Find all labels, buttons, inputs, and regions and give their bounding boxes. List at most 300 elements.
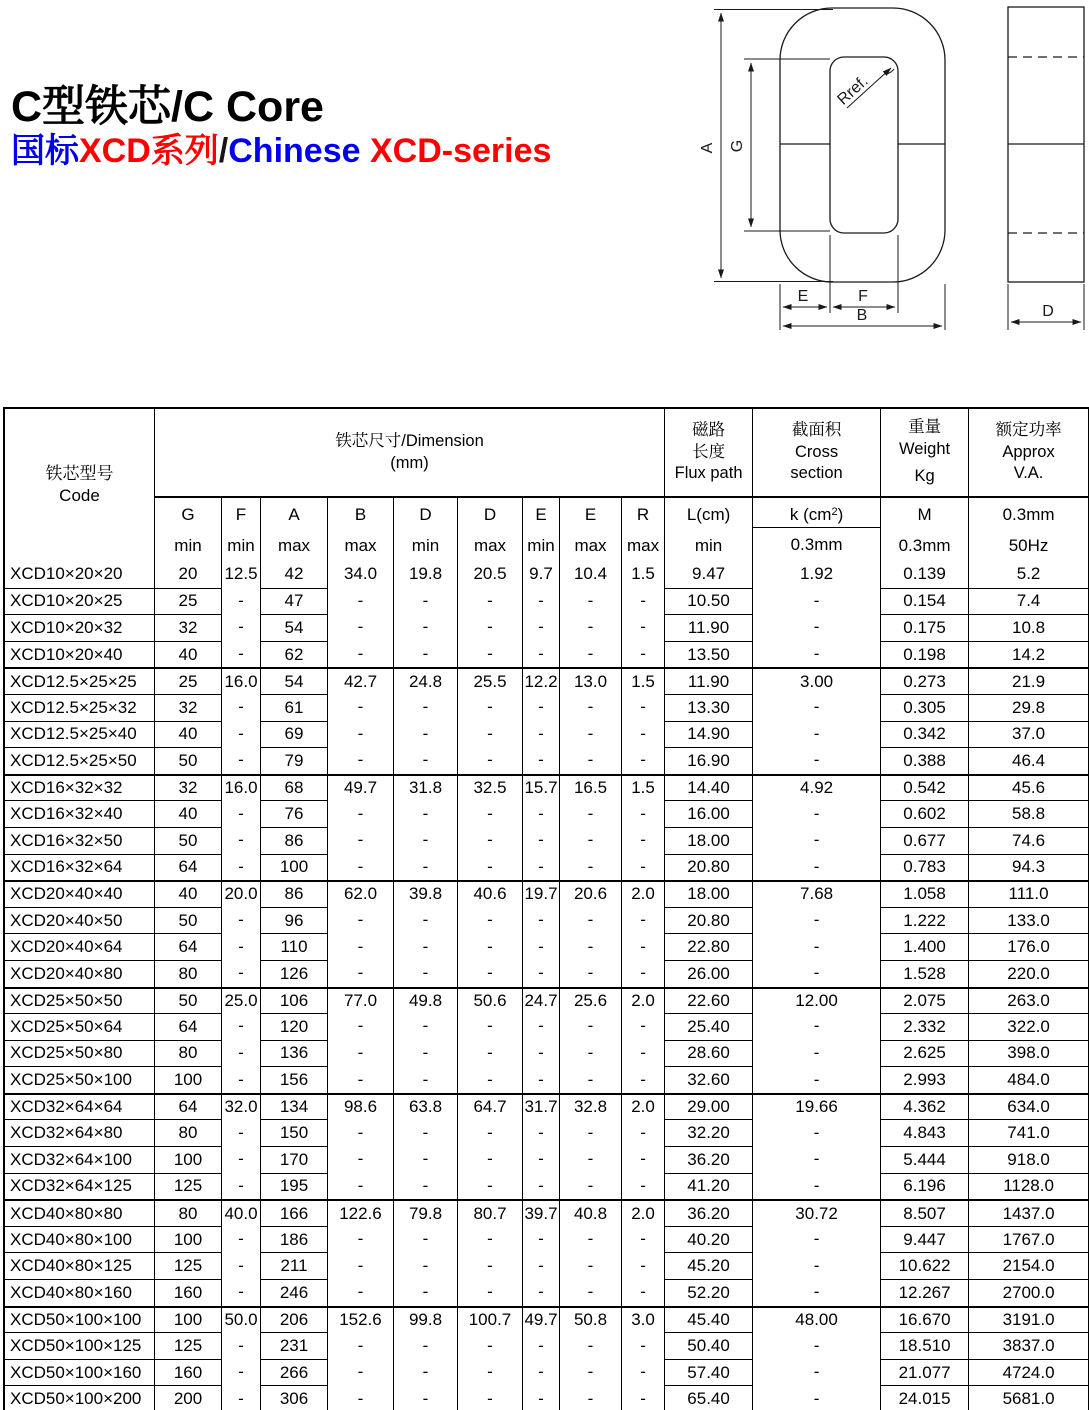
value-cell: 69 <box>260 721 327 748</box>
value-cell: 0.677 <box>880 827 968 854</box>
value-cell: - <box>752 1385 880 1410</box>
value-cell: 20.0 <box>221 880 260 907</box>
value-cell: - <box>522 854 559 881</box>
value-cell: - <box>522 960 559 987</box>
value-cell: - <box>393 747 457 774</box>
value-cell: - <box>752 1173 880 1200</box>
value-cell: 32.20 <box>664 1119 752 1146</box>
value-cell: 8.507 <box>880 1199 968 1226</box>
value-cell: - <box>522 721 559 748</box>
value-cell: 186 <box>260 1226 327 1253</box>
header-cross-section <box>752 409 880 496</box>
subheader-g: G min <box>154 496 221 561</box>
value-cell: 100 <box>260 854 327 881</box>
value-cell: 36.20 <box>664 1199 752 1226</box>
page-title: C型铁芯/C Core <box>11 83 324 131</box>
value-cell: 29.8 <box>968 694 1088 721</box>
value-cell: - <box>621 1040 664 1067</box>
value-cell: 220.0 <box>968 960 1088 987</box>
value-cell: 86 <box>260 827 327 854</box>
value-cell: - <box>559 1252 621 1279</box>
value-cell: - <box>559 1013 621 1040</box>
value-cell: 9.7 <box>522 561 559 588</box>
value-cell: - <box>457 1013 522 1040</box>
value-cell: 58.8 <box>968 800 1088 827</box>
value-cell: 31.7 <box>522 1093 559 1120</box>
value-cell: 1128.0 <box>968 1173 1088 1200</box>
value-cell: 19.7 <box>522 880 559 907</box>
value-cell: - <box>522 747 559 774</box>
value-cell: - <box>457 1385 522 1410</box>
value-cell: 64 <box>154 1013 221 1040</box>
value-cell: 7.4 <box>968 588 1088 615</box>
value-cell: 65.40 <box>664 1385 752 1410</box>
value-cell: - <box>752 721 880 748</box>
code-cell: XCD25×50×100 <box>5 1066 154 1093</box>
header-power-en2: V.A. <box>1013 464 1044 483</box>
value-cell: 176.0 <box>968 933 1088 960</box>
value-cell: - <box>393 694 457 721</box>
value-cell: - <box>621 1146 664 1173</box>
value-cell: - <box>221 907 260 934</box>
value-cell: - <box>457 907 522 934</box>
code-cell: XCD16×32×50 <box>5 827 154 854</box>
value-cell: 122.6 <box>327 1199 393 1226</box>
value-cell: - <box>621 1119 664 1146</box>
value-cell: 2.075 <box>880 987 968 1014</box>
value-cell: - <box>221 854 260 881</box>
value-cell: 1.222 <box>880 907 968 934</box>
value-cell: - <box>522 614 559 641</box>
value-cell: 12.267 <box>880 1279 968 1306</box>
table-row <box>5 1359 1088 1386</box>
value-cell: - <box>621 854 664 881</box>
value-cell: 266 <box>260 1359 327 1386</box>
value-cell: 50 <box>154 987 221 1014</box>
value-cell: - <box>457 641 522 668</box>
value-cell: 94.3 <box>968 854 1088 881</box>
value-cell: 37.0 <box>968 721 1088 748</box>
value-cell: 80 <box>154 1199 221 1226</box>
value-cell: 100 <box>154 1066 221 1093</box>
value-cell: 0.542 <box>880 774 968 801</box>
value-cell: - <box>393 1173 457 1200</box>
value-cell: - <box>752 1279 880 1306</box>
value-cell: 54 <box>260 667 327 694</box>
value-cell: 16.0 <box>221 774 260 801</box>
value-cell: 1.528 <box>880 960 968 987</box>
header-power-en1: Approx <box>1002 442 1055 461</box>
value-cell: 125 <box>154 1252 221 1279</box>
value-cell: 100 <box>154 1146 221 1173</box>
table-row <box>5 1279 1088 1306</box>
value-cell: 200 <box>154 1385 221 1410</box>
value-cell: - <box>393 800 457 827</box>
subheader-a: A max <box>260 496 327 561</box>
value-cell: 6.196 <box>880 1173 968 1200</box>
value-cell: 111.0 <box>968 880 1088 907</box>
value-cell: 45.40 <box>664 1306 752 1333</box>
value-cell: - <box>457 1252 522 1279</box>
value-cell: 48.00 <box>752 1306 880 1333</box>
table-row <box>5 614 1088 641</box>
header-cross-en1: Cross <box>795 442 839 461</box>
value-cell: 32.0 <box>221 1093 260 1120</box>
value-cell: - <box>522 827 559 854</box>
value-cell: 1.5 <box>621 667 664 694</box>
value-cell: 50 <box>154 907 221 934</box>
value-cell: - <box>752 854 880 881</box>
value-cell: 195 <box>260 1173 327 1200</box>
value-cell: - <box>621 1332 664 1359</box>
header-rated-power <box>968 409 1088 496</box>
value-cell: - <box>393 1359 457 1386</box>
value-cell: 40.20 <box>664 1226 752 1253</box>
value-cell: 16.0 <box>221 667 260 694</box>
value-cell: - <box>752 960 880 987</box>
table-row <box>5 721 1088 748</box>
value-cell: 50.8 <box>559 1306 621 1333</box>
value-cell: 211 <box>260 1252 327 1279</box>
value-cell: - <box>752 1252 880 1279</box>
value-cell: 1767.0 <box>968 1226 1088 1253</box>
value-cell: - <box>752 933 880 960</box>
value-cell: - <box>752 1013 880 1040</box>
value-cell: - <box>457 614 522 641</box>
value-cell: - <box>522 694 559 721</box>
value-cell: - <box>393 1385 457 1410</box>
value-cell: 40.8 <box>559 1199 621 1226</box>
code-cell: XCD12.5×25×40 <box>5 721 154 748</box>
value-cell: 3.00 <box>752 667 880 694</box>
value-cell: - <box>393 827 457 854</box>
value-cell: - <box>457 800 522 827</box>
value-cell: - <box>393 1146 457 1173</box>
subtitle-part-slash: / <box>218 132 229 171</box>
table-row <box>5 694 1088 721</box>
value-cell: - <box>393 588 457 615</box>
value-cell: 80 <box>154 1119 221 1146</box>
value-cell: - <box>559 907 621 934</box>
value-cell: 125 <box>154 1332 221 1359</box>
table-row <box>5 774 1088 801</box>
value-cell: 1.058 <box>880 880 968 907</box>
value-cell: 86 <box>260 880 327 907</box>
code-cell: XCD50×100×100 <box>5 1306 154 1333</box>
header-weight-unit: Kg <box>914 467 935 486</box>
value-cell: - <box>522 1119 559 1146</box>
value-cell: 47 <box>260 588 327 615</box>
code-cell: XCD25×50×64 <box>5 1013 154 1040</box>
code-cell: XCD20×40×40 <box>5 880 154 907</box>
value-cell: 19.66 <box>752 1093 880 1120</box>
value-cell: 5.444 <box>880 1146 968 1173</box>
subheader-l: L(cm) min <box>664 496 752 561</box>
value-cell: 2700.0 <box>968 1279 1088 1306</box>
value-cell: 25.6 <box>559 987 621 1014</box>
dim-label-rref: Rref. <box>834 72 872 109</box>
core-dimension-diagram <box>685 0 1089 345</box>
value-cell: - <box>221 800 260 827</box>
value-cell: - <box>457 960 522 987</box>
value-cell: 79 <box>260 747 327 774</box>
subtitle-part-xcd: XCD系列 <box>79 132 219 171</box>
value-cell: 322.0 <box>968 1013 1088 1040</box>
value-cell: 1.400 <box>880 933 968 960</box>
value-cell: 231 <box>260 1332 327 1359</box>
value-cell: - <box>559 1066 621 1093</box>
value-cell: 0.154 <box>880 588 968 615</box>
value-cell: 1.92 <box>752 561 880 588</box>
value-cell: 12.00 <box>752 987 880 1014</box>
value-cell: - <box>457 854 522 881</box>
value-cell: - <box>522 1385 559 1410</box>
value-cell: 54 <box>260 614 327 641</box>
value-cell: - <box>457 1226 522 1253</box>
value-cell: - <box>327 1146 393 1173</box>
value-cell: 40.6 <box>457 880 522 907</box>
value-cell: 3191.0 <box>968 1306 1088 1333</box>
value-cell: 206 <box>260 1306 327 1333</box>
value-cell: 24.015 <box>880 1385 968 1410</box>
value-cell: 9.447 <box>880 1226 968 1253</box>
value-cell: - <box>221 1385 260 1410</box>
value-cell: 63.8 <box>393 1093 457 1120</box>
table-row <box>5 1306 1088 1333</box>
value-cell: - <box>457 827 522 854</box>
value-cell: 29.00 <box>664 1093 752 1120</box>
code-cell: XCD10×20×40 <box>5 641 154 668</box>
value-cell: - <box>522 641 559 668</box>
table-row <box>5 827 1088 854</box>
header-cross-en2: section <box>790 464 843 483</box>
value-cell: - <box>457 1066 522 1093</box>
value-cell: - <box>221 694 260 721</box>
header-cross-cn: 截面积 <box>791 420 842 439</box>
value-cell: 0.175 <box>880 614 968 641</box>
value-cell: 40.0 <box>221 1199 260 1226</box>
table-row <box>5 1066 1088 1093</box>
value-cell: - <box>522 907 559 934</box>
header-flux-cn1: 磁路 <box>692 420 726 439</box>
value-cell: - <box>327 800 393 827</box>
value-cell: 0.602 <box>880 800 968 827</box>
value-cell: - <box>621 933 664 960</box>
dim-label-a: A <box>699 142 716 154</box>
value-cell: - <box>327 960 393 987</box>
code-cell: XCD20×40×50 <box>5 907 154 934</box>
value-cell: 62.0 <box>327 880 393 907</box>
header-code <box>5 409 154 561</box>
value-cell: - <box>559 694 621 721</box>
subheader-d-max: D max <box>457 496 522 561</box>
value-cell: - <box>559 614 621 641</box>
value-cell: 16.90 <box>664 747 752 774</box>
value-cell: 7.68 <box>752 880 880 907</box>
header-dimension-title: 铁芯尺寸/Dimension <box>335 431 484 450</box>
table-row <box>5 1199 1088 1226</box>
value-cell: 12.5 <box>221 561 260 588</box>
value-cell: - <box>522 1013 559 1040</box>
value-cell: 36.20 <box>664 1146 752 1173</box>
value-cell: - <box>559 721 621 748</box>
value-cell: 156 <box>260 1066 327 1093</box>
value-cell: 10.4 <box>559 561 621 588</box>
value-cell: - <box>327 614 393 641</box>
value-cell: 246 <box>260 1279 327 1306</box>
value-cell: - <box>221 588 260 615</box>
value-cell: 160 <box>154 1359 221 1386</box>
title-block <box>11 84 551 171</box>
value-cell: - <box>522 1040 559 1067</box>
value-cell: 13.50 <box>664 641 752 668</box>
value-cell: - <box>393 960 457 987</box>
value-cell: - <box>393 1013 457 1040</box>
value-cell: - <box>393 641 457 668</box>
value-cell: 49.7 <box>522 1306 559 1333</box>
table-row <box>5 641 1088 668</box>
value-cell: 3.0 <box>621 1306 664 1333</box>
header-dimension-unit: (mm) <box>390 453 429 472</box>
code-cell: XCD32×64×100 <box>5 1146 154 1173</box>
header-flux-path <box>664 409 752 496</box>
value-cell: 20.80 <box>664 907 752 934</box>
value-cell: 1437.0 <box>968 1199 1088 1226</box>
value-cell: - <box>752 1359 880 1386</box>
value-cell: 398.0 <box>968 1040 1088 1067</box>
code-cell: XCD25×50×80 <box>5 1040 154 1067</box>
subheader-b: B max <box>327 496 393 561</box>
value-cell: - <box>559 1332 621 1359</box>
value-cell: 46.4 <box>968 747 1088 774</box>
value-cell: 2154.0 <box>968 1252 1088 1279</box>
value-cell: - <box>221 1013 260 1040</box>
header-row-groups <box>5 409 1088 496</box>
value-cell: - <box>221 641 260 668</box>
value-cell: - <box>752 1226 880 1253</box>
table-row <box>5 854 1088 881</box>
value-cell: - <box>752 1146 880 1173</box>
value-cell: - <box>393 854 457 881</box>
code-cell: XCD10×20×25 <box>5 588 154 615</box>
value-cell: 32 <box>154 614 221 641</box>
core-side-view <box>1008 7 1084 282</box>
table-row <box>5 1252 1088 1279</box>
value-cell: 57.40 <box>664 1359 752 1386</box>
code-cell: XCD10×20×32 <box>5 614 154 641</box>
value-cell: 45.20 <box>664 1252 752 1279</box>
value-cell: - <box>559 800 621 827</box>
code-cell: XCD50×100×125 <box>5 1332 154 1359</box>
code-cell: XCD40×80×80 <box>5 1199 154 1226</box>
value-cell: 11.90 <box>664 614 752 641</box>
code-cell: XCD12.5×25×32 <box>5 694 154 721</box>
value-cell: - <box>522 1279 559 1306</box>
value-cell: 77.0 <box>327 987 393 1014</box>
spec-table <box>3 407 1089 1410</box>
value-cell: 49.7 <box>327 774 393 801</box>
value-cell: 42.7 <box>327 667 393 694</box>
value-cell: - <box>457 1279 522 1306</box>
header-row-sub <box>5 496 1088 561</box>
value-cell: 50 <box>154 747 221 774</box>
value-cell: 918.0 <box>968 1146 1088 1173</box>
value-cell: - <box>621 1385 664 1410</box>
value-cell: 166 <box>260 1199 327 1226</box>
value-cell: - <box>221 1040 260 1067</box>
core-front-view <box>780 8 945 282</box>
value-cell: - <box>752 1040 880 1067</box>
value-cell: - <box>621 614 664 641</box>
code-cell: XCD32×64×64 <box>5 1093 154 1120</box>
value-cell: 133.0 <box>968 907 1088 934</box>
value-cell: - <box>393 614 457 641</box>
value-cell: 40 <box>154 721 221 748</box>
value-cell: - <box>221 1226 260 1253</box>
value-cell: 0.198 <box>880 641 968 668</box>
value-cell: 64.7 <box>457 1093 522 1120</box>
value-cell: 40 <box>154 641 221 668</box>
table-row <box>5 667 1088 694</box>
value-cell: - <box>221 1066 260 1093</box>
value-cell: 13.0 <box>559 667 621 694</box>
value-cell: - <box>393 907 457 934</box>
spec-table-wrap <box>3 407 1089 1410</box>
table-row <box>5 800 1088 827</box>
value-cell: - <box>221 1119 260 1146</box>
value-cell: 40 <box>154 880 221 907</box>
value-cell: - <box>621 907 664 934</box>
value-cell: 25 <box>154 588 221 615</box>
value-cell: - <box>221 1332 260 1359</box>
header-power-cn: 额定功率 <box>995 420 1062 439</box>
value-cell: - <box>327 1040 393 1067</box>
value-cell: - <box>221 721 260 748</box>
value-cell: - <box>327 1066 393 1093</box>
value-cell: 4.843 <box>880 1119 968 1146</box>
value-cell: - <box>457 721 522 748</box>
table-row <box>5 1119 1088 1146</box>
value-cell: 25 <box>154 667 221 694</box>
value-cell: 136 <box>260 1040 327 1067</box>
value-cell: 2.0 <box>621 987 664 1014</box>
table-row <box>5 987 1088 1014</box>
value-cell: 2.993 <box>880 1066 968 1093</box>
value-cell: 100 <box>154 1306 221 1333</box>
value-cell: 125 <box>154 1173 221 1200</box>
dim-label-d: D <box>1042 303 1054 320</box>
header-flux-en: Flux path <box>674 464 743 483</box>
value-cell: - <box>327 933 393 960</box>
value-cell: - <box>559 641 621 668</box>
value-cell: - <box>393 1066 457 1093</box>
value-cell: 0.783 <box>880 854 968 881</box>
value-cell: 0.305 <box>880 694 968 721</box>
value-cell: 1.5 <box>621 774 664 801</box>
value-cell: - <box>522 1173 559 1200</box>
value-cell: - <box>221 933 260 960</box>
value-cell: - <box>221 1279 260 1306</box>
value-cell: 34.0 <box>327 561 393 588</box>
table-row <box>5 1385 1088 1410</box>
table-row <box>5 561 1088 588</box>
value-cell: 134 <box>260 1093 327 1120</box>
value-cell: - <box>457 694 522 721</box>
code-cell: XCD40×80×160 <box>5 1279 154 1306</box>
value-cell: - <box>457 1146 522 1173</box>
value-cell: 62 <box>260 641 327 668</box>
table-row <box>5 747 1088 774</box>
